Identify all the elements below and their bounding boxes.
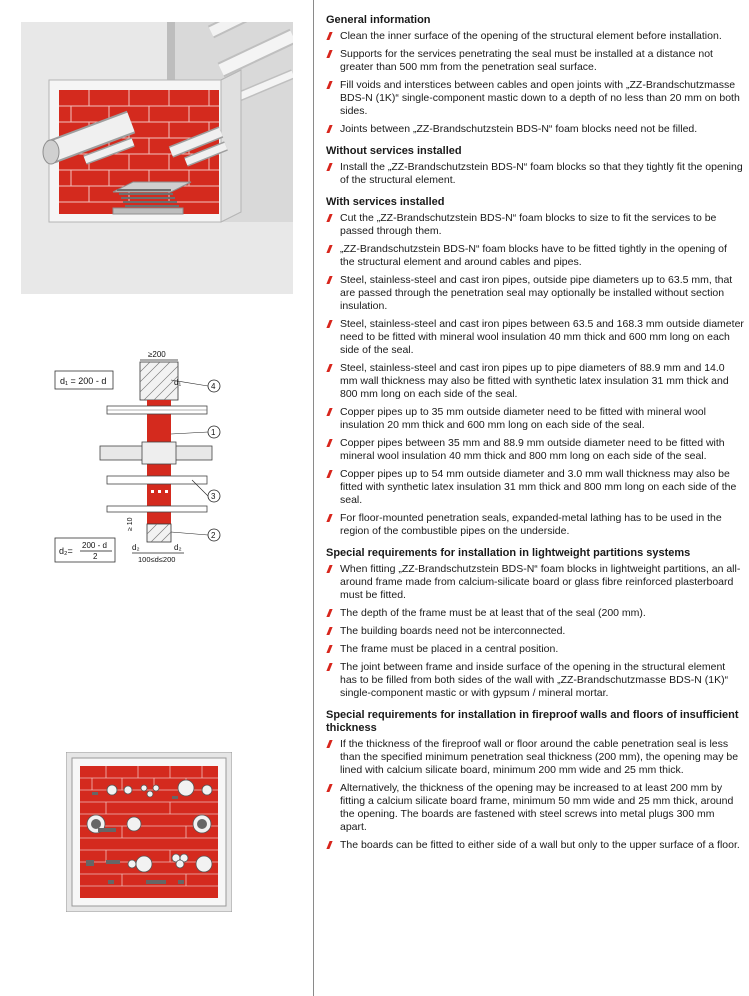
callout-4: 4 [211, 382, 216, 391]
formula-d2-denominator: 2 [93, 552, 98, 561]
bullet-marker-icon [326, 663, 332, 671]
bullet-text: Steel, stainless-steel and cast iron pipes between 63.5 and 168.3 mm outside diameter need to be fitted with mineral wool insulation 40 mm thick and 600 mm long on each side of the seal. [340, 318, 744, 356]
bullet-text: Steel, stainless-steel and cast iron pipes up to pipe diameters of 88.9 mm and 14.0 mm wall thickness may also be fitted with synthetic latex insulation 31 mm thick and 800 mm long on each side of the seal. [340, 362, 729, 400]
section-fireproof-walls [326, 709, 744, 852]
bullet-marker-icon [326, 740, 332, 748]
bullet-text: The building boards need not be interconnected. [340, 625, 566, 637]
bullet-text: Clean the inner surface of the opening of the structural element before installation. [340, 30, 722, 42]
bullet-item [326, 243, 744, 269]
bullet-list [326, 161, 744, 187]
bullet-item [326, 512, 744, 538]
cross-section-diagram [52, 348, 252, 568]
bullet-item [326, 643, 744, 656]
bullet-marker-icon [326, 32, 332, 40]
section-without-services [326, 145, 744, 187]
bullet-text: The boards can be fitted to either side of a wall but only to the upper surface of a floor. [340, 839, 740, 851]
bullet-marker-icon [326, 439, 332, 447]
bullet-marker-icon [326, 514, 332, 522]
bullet-marker-icon [326, 841, 332, 849]
bullet-item [326, 274, 744, 313]
bullet-marker-icon [326, 364, 332, 372]
bullet-item [326, 48, 744, 74]
bullet-text: The frame must be placed in a central position. [340, 643, 559, 655]
bullet-marker-icon [326, 470, 332, 478]
section-title: Special requirements for installation in fireproof walls and floors of insufficient thickness [326, 709, 739, 734]
bullet-text: When fitting „ZZ-Brandschutzstein BDS-N“ foam blocks in lightweight partitions, an all-around frame made from calcium-silicate board or glass fibre reinforced plasterboard must be fitted. [340, 563, 741, 601]
section-title: Without services installed [326, 145, 462, 157]
bullet-item [326, 79, 744, 118]
bullet-item [326, 661, 744, 700]
bullet-text: „ZZ-Brandschutzstein BDS-N“ foam blocks have to be fitted tightly in the opening of the structural element and around cables and pipes. [340, 243, 727, 268]
bullet-marker-icon [326, 627, 332, 635]
bullet-item [326, 563, 744, 602]
label-d1: d₁ [174, 378, 182, 387]
bullet-item [326, 607, 744, 620]
bullet-text: Copper pipes between 35 mm and 88.9 mm outside diameter need to be fitted with mineral wool insulation 40 mm thick and 800 mm long on each side of the seal. [340, 437, 725, 462]
callout-2: 2 [211, 531, 216, 540]
bullet-marker-icon [326, 245, 332, 253]
bullet-item [326, 161, 744, 187]
bullet-item [326, 839, 744, 852]
bullet-list [326, 30, 744, 136]
bullet-item [326, 625, 744, 638]
bullet-text: Cut the „ZZ-Brandschutzstein BDS-N“ foam blocks to size to fit the services to be passed through them. [340, 212, 717, 237]
bullet-list [326, 212, 744, 538]
label-d2-left: d₂ [132, 543, 140, 552]
bullet-marker-icon [326, 214, 332, 222]
bullet-item [326, 212, 744, 238]
formula-d2-left: d₂= [59, 546, 73, 556]
bullet-text: For floor-mounted penetration seals, expanded-metal lathing has to be used in the region of the combustible pipes on the underside. [340, 512, 722, 537]
bullet-item [326, 468, 744, 507]
bullet-list [326, 738, 744, 852]
bullet-marker-icon [326, 125, 332, 133]
column-divider [313, 0, 314, 996]
dim-top-label: ≥200 [148, 350, 166, 359]
bullet-text: Steel, stainless-steel and cast iron pipes, outside pipe diameters up to 63.5 mm, that are passed through the penetration seal may optionally be installed without section insulation. [340, 274, 733, 312]
callout-3: 3 [211, 492, 216, 501]
formula-d1: d₁ = 200 - d [60, 376, 107, 386]
bullet-text: If the thickness of the fireproof wall or floor around the cable penetration seal is less than the specified minimum penetration seal thickness (200 mm), the opening may be lined with calcium silicate board, minimum 200 mm wide and 25 mm thick. [340, 738, 739, 776]
bullet-text: Copper pipes up to 35 mm outside diameter need to be fitted with mineral wool insulation 20 mm thick and 600 mm long on each side of the seal. [340, 406, 706, 431]
bullet-marker-icon [326, 276, 332, 284]
bullet-text: The depth of the frame must be at least that of the seal (200 mm). [340, 607, 646, 619]
section-title: General information [326, 14, 431, 26]
bullet-marker-icon [326, 645, 332, 653]
bullet-marker-icon [326, 163, 332, 171]
bullet-text: Install the „ZZ-Brandschutzstein BDS-N“ foam blocks so that they tightly fit the opening of the structural element. [340, 161, 743, 186]
bullet-item [326, 123, 744, 136]
bullet-text: Alternatively, the thickness of the opening may be increased to at least 200 mm by fitting a calcium silicate board frame, minimum 50 mm wide and 25 mm thick, around the opening. The boards are fastened with steel screws into metal plugs 300 mm apart. [340, 782, 734, 833]
bullet-marker-icon [326, 784, 332, 792]
bullet-marker-icon [326, 609, 332, 617]
instructions-column [326, 14, 744, 861]
dim-side-label: ≥ 10 [127, 517, 134, 531]
bullet-text: Joints between „ZZ-Brandschutzstein BDS-N“ foam blocks need not be filled. [340, 123, 698, 135]
bullet-marker-icon [326, 50, 332, 58]
seal-installation-illustration [21, 22, 293, 294]
dim-bottom-label: 100≤d≤200 [138, 555, 176, 564]
section-title: With services installed [326, 196, 445, 208]
bullet-item [326, 782, 744, 834]
bullet-text: Supports for the services penetrating the seal must be installed at a distance not greater than 500 mm from the penetration seal surface. [340, 48, 713, 73]
section-with-services [326, 196, 744, 538]
bullet-item [326, 437, 744, 463]
bullet-item [326, 406, 744, 432]
bullet-marker-icon [326, 408, 332, 416]
bullet-item [326, 362, 744, 401]
bullet-item [326, 318, 744, 357]
seal-front-view [66, 752, 232, 912]
section-title: Special requirements for installation in lightweight partitions systems [326, 547, 691, 559]
bullet-text: Fill voids and interstices between cables and open joints with „ZZ-Brandschutzmasse BDS-N (1K)“ single-component mastic down to a depth of no less than 20 mm on both sides. [340, 79, 740, 117]
label-d2-right: d₂ [174, 543, 182, 552]
callout-1: 1 [211, 428, 216, 437]
bullet-text: Copper pipes up to 54 mm outside diameter and 3.0 mm wall thickness may also be fitted with synthetic latex insulation 31 mm thick and 800 mm long on each side of the seal. [340, 468, 737, 506]
bullet-item [326, 738, 744, 777]
formula-d2-numerator: 200 - d [82, 541, 107, 550]
bullet-item [326, 30, 744, 43]
bullet-marker-icon [326, 81, 332, 89]
bullet-marker-icon [326, 565, 332, 573]
section-lightweight-partitions [326, 547, 744, 700]
section-general-information [326, 14, 744, 136]
bullet-text: The joint between frame and inside surface of the opening in the structural element has to be filled from both sides of the wall with „ZZ-Brandschutzmasse BDS-N (1K)“ single-component mastic or with gypsum / mineral mortar. [340, 661, 729, 699]
bullet-marker-icon [326, 320, 332, 328]
bullet-list [326, 563, 744, 700]
